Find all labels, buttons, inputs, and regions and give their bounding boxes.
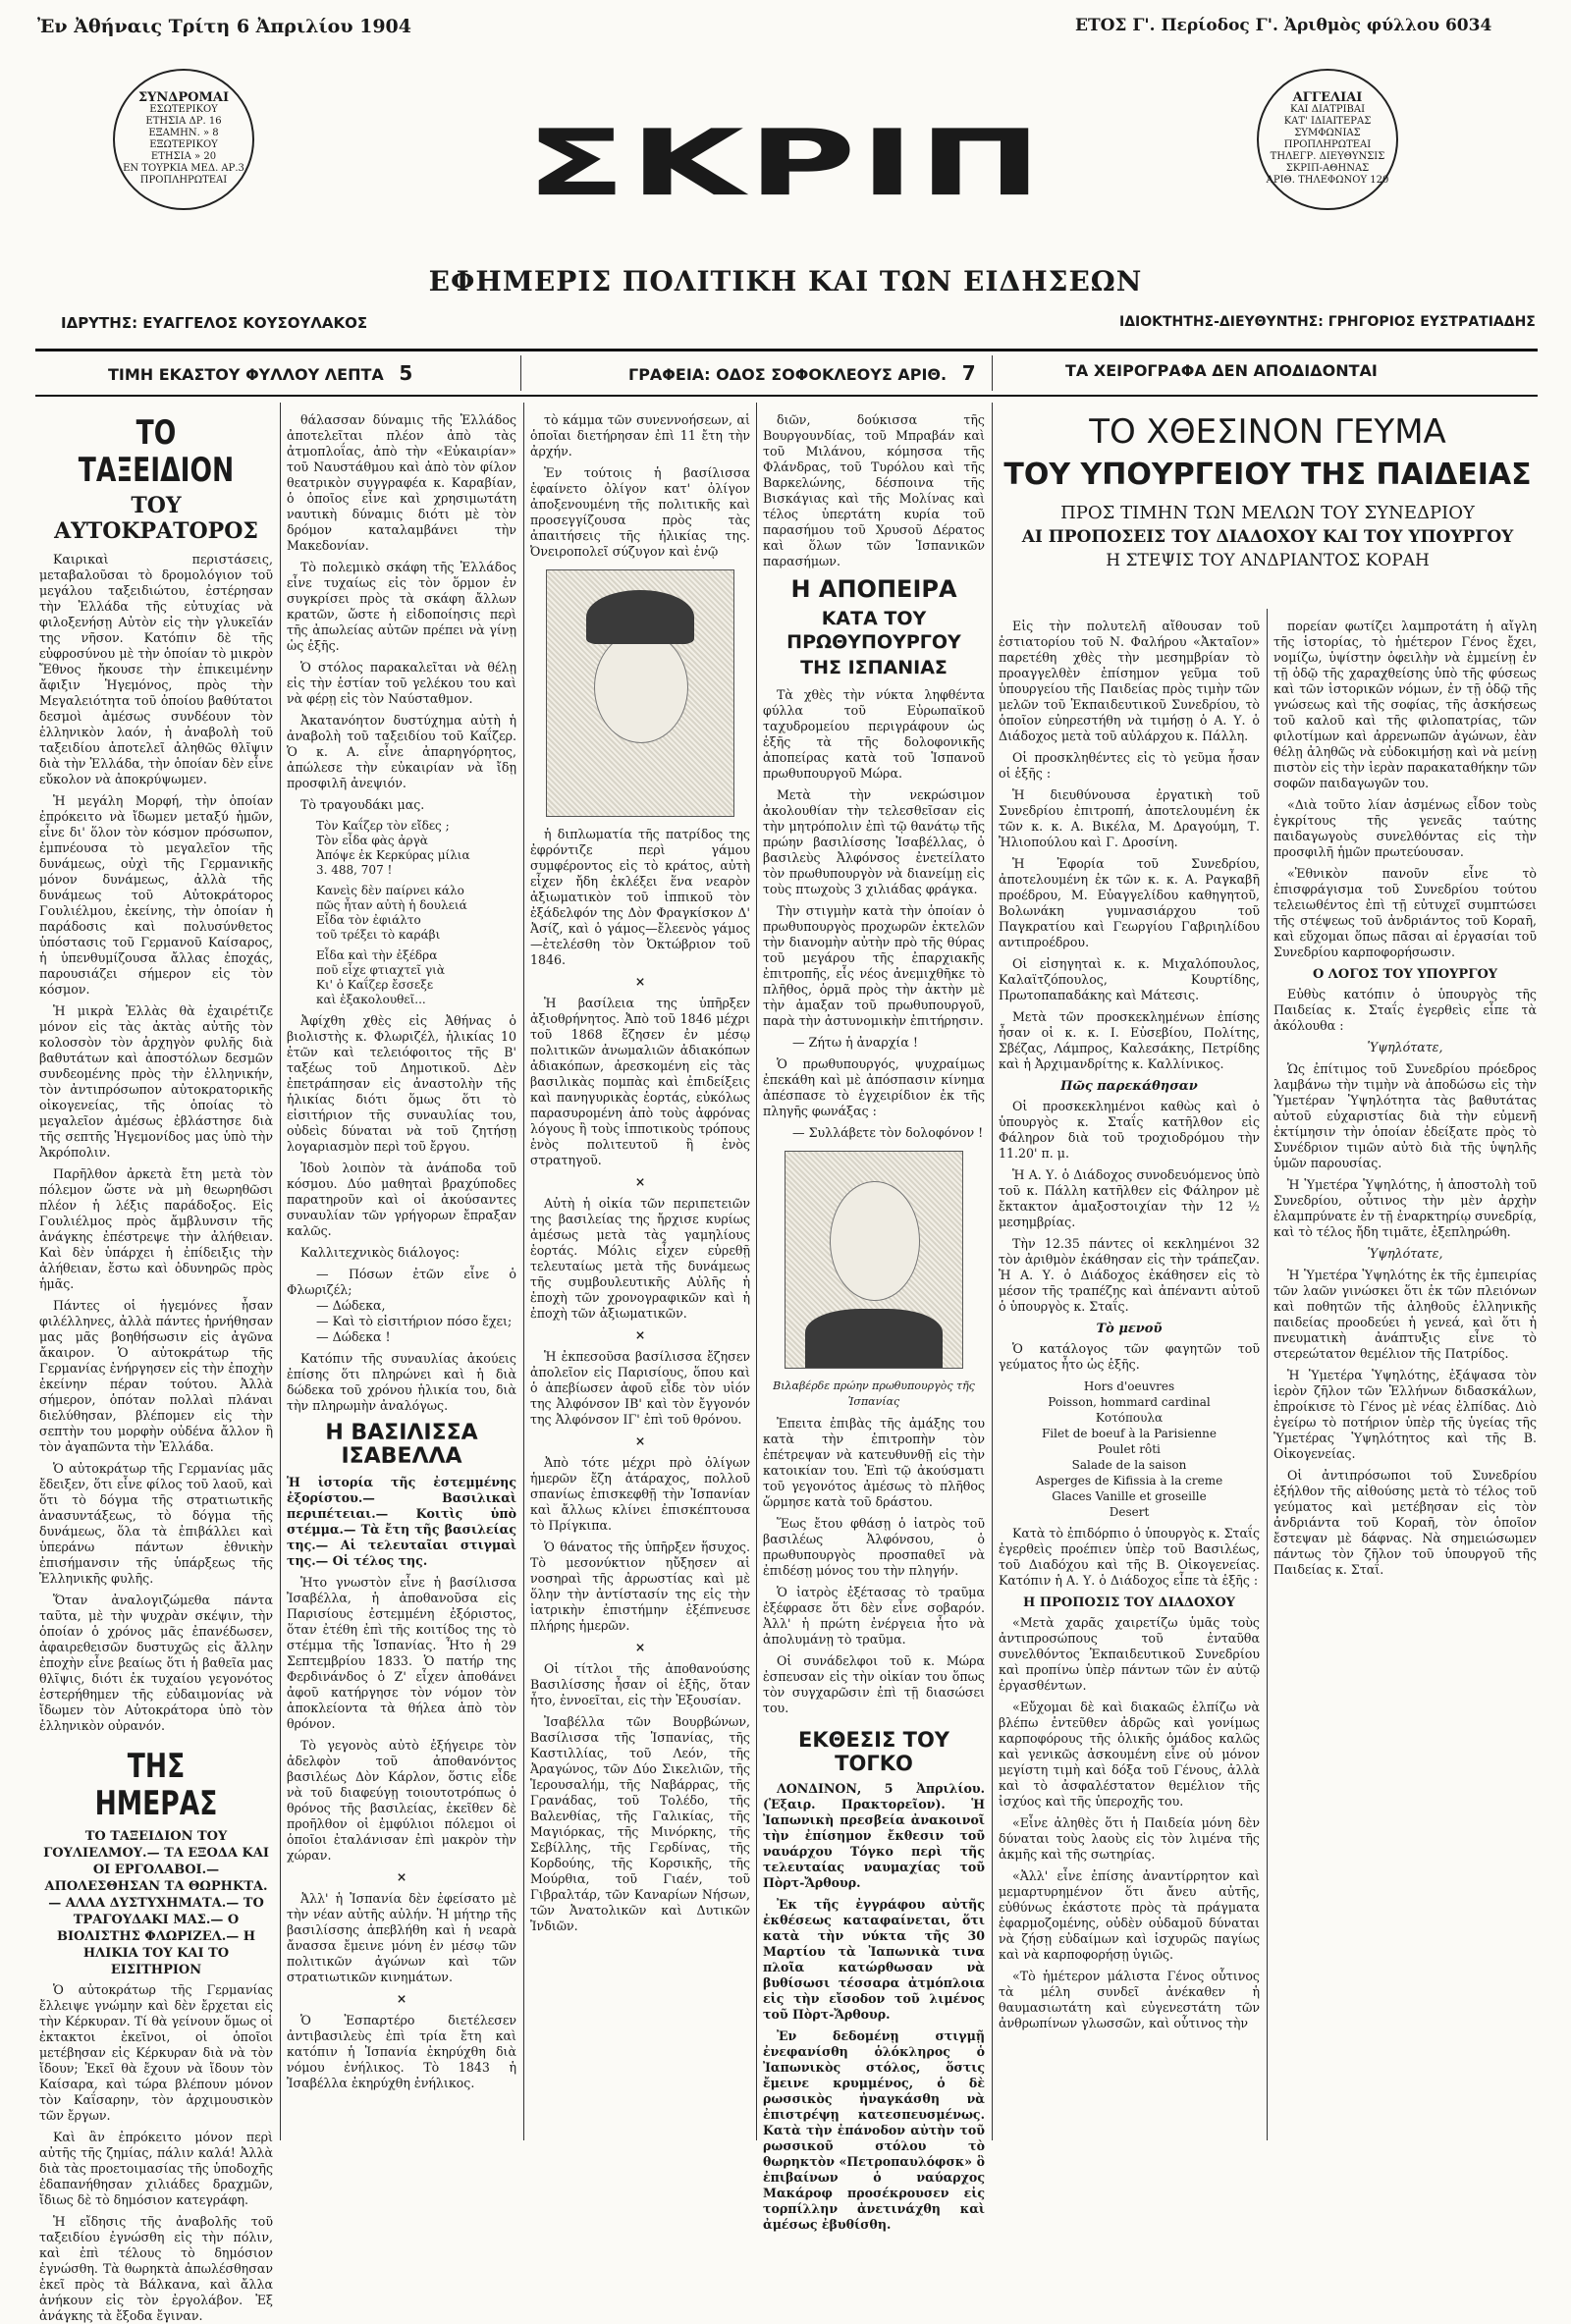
section-title: ΕΚΘΕΣΙΣ ΤΟΥ ΤΟΓΚΟ bbox=[797, 1728, 949, 1775]
price-value: 5 bbox=[399, 361, 413, 385]
face-illustration bbox=[594, 631, 688, 743]
paragraph: Οἱ εἰσηγηταὶ κ. κ. Μιχαλόπουλος, Καλαϊτζόπουλος, Κουρτίδης, Πρωτοπαπαδάκης καὶ Μάτεσις. bbox=[999, 956, 1260, 1002]
paragraph: Κατόπιν τῆς συναυλίας ἀκούεις ἐπίσης ὅτι πληρώνει καὶ ἡ διὰ δώδεκα τοῦ χρόνου ἡλικία του, διὰ τὴν πληρωμὴν ἀναλόγως. bbox=[287, 1351, 516, 1413]
paragraph: Ὁ κατάλογος τῶν φαγητῶν τοῦ γεύματος ἦτο ὡς ἑξῆς. bbox=[999, 1341, 1260, 1372]
paragraph: Τὸ πολεμικὸ σκάφη τῆς Ἑλλάδος εἶνε τυχαίως εἰς τὸν ὅρμον ἐν συγκρίσει πρὸς τὰ σκάφη ἄλλων κρατῶν, ὥστε ἡ εἰδοποίησις περὶ τῆς ἀπωλείας αὐτῶν πρέπει νὰ γίνῃ ὡς ἑξῆς. bbox=[287, 560, 516, 653]
paragraph: Ἐν δεδομένῃ στιγμῇ ἐνεφανίσθη ὁλόκληρος ὁ Ἰαπωνικὸς στόλος, ὅστις ἔμεινε κρυμμένος, ὁ δὲ ρωσσικὸς ἠναγκάσθη νὰ ἐπιστρέψῃ κατεσπευσμένως. Κατὰ τὴν ἐπάνοδον αὐτὴν τοῦ ρωσσικοῦ στόλου τὸ θωρηκτὸν «Πετροπαυλόφσκ» ὃ ἐπιβαίνων ὁ ναύαρχος Μακάροφ προσέκρουσεν εἰς τορπίλλην ἀνετινάχθη καὶ ἀμέσως ἐβυθίσθη. bbox=[763, 2028, 985, 2232]
paragraph: τὸ κάμμα τῶν συνεννοήσεων, αἱ ὁποῖαι διετήρησαν ἐπὶ 11 ἔτη τὴν ἀρχήν. bbox=[530, 412, 750, 459]
menu-item: Poulet rôti bbox=[1098, 1442, 1161, 1456]
paragraph: Οἱ ἀντιπρόσωποι τοῦ Συνεδρίου ἐξήλθον τῆς αἰθούσης μετὰ τὸ τέλος τοῦ γεύματος καὶ μετέβησαν εἰς τὸν ἀνδριάντα τοῦ Κοραῆ, τὸν ὁποῖον ἔστεψαν μὲ δάφνας. Νὰ σημειώσωμεν πάντως τὸν ζῆλον τοῦ ὑπουργοῦ τῆς Παιδείας κ. Σταΐ. bbox=[1273, 1468, 1537, 1577]
seal-line: ΣΚΡΙΠ-ΑΘΗΝΑΣ bbox=[1285, 163, 1370, 174]
separator-mark: × bbox=[634, 1640, 646, 1654]
paragraph: Ἡ Ἐφορία τοῦ Συνεδρίου, ἀποτελουμένη ἐκ τῶν κ. κ. Α. Ραγκαβῆ προέδρου, Μ. Εὐαγγελίδου καθηγητοῦ, Βολωνάκη γυμνασιάρχου τοῦ Παγκρατίου καὶ Γεωργίου Γαβριηλίδου αντιπροέδρου. bbox=[999, 856, 1260, 949]
paragraph: Ὅταν ἀναλογιζώμεθα πάντα ταῦτα, μὲ τὴν ψυχρὰν σκέψιν, τὴν ὁποίαν ὁ χρόνος μᾶς ἐπανέδωσεν, ἀφαιρεθεισῶν δυστυχῶς εἰς ἄλλην ἐποχὴν εἶνε βεαίως ὅτι ἡ βαθεῖα μας θλῖψις, διότι ἐκ τυχαίου γεγονότος ἐστερήθημεν τῆς εὐδαιμονίας νὰ ἴδωμεν τὸν Αὐτοκράτορα ὑπὸ τὸν ἑλληνικὸν οὐρανόν. bbox=[39, 1593, 273, 1733]
paragraph: Οἱ τίτλοι τῆς ἀποθανούσης Βασιλίσσης ἦσαν οἱ ἑξῆς, ὅταν ἦτο, ἐννοεῖται, εἰς τὴν Ἐξουσίαν. bbox=[530, 1661, 750, 1707]
separator-mark: × bbox=[634, 1433, 646, 1448]
paragraph: Τὰ χθὲς τὴν νύκτα ληφθέντα φύλλα τοῦ Εὐρωπαϊκοῦ ταχυδρομείου περιγράφουν ὡς ἑξῆς τὰ τῆς δολοφονικῆς ἀποπείρας κατὰ τοῦ Ἱσπανοῦ πρωθυπουργοῦ Μώρα. bbox=[763, 687, 985, 781]
paragraph: Καλλιτεχνικὸς διάλογος: bbox=[300, 1245, 460, 1260]
column-divider bbox=[992, 403, 993, 2140]
portrait-queen-isabella bbox=[546, 569, 734, 817]
menu-list bbox=[999, 1378, 1260, 1520]
menu-item: Κοτόπουλα bbox=[1095, 1411, 1164, 1425]
column-4 bbox=[763, 412, 985, 2232]
section-lead: Ἡ ἱστορία τῆς ἐστεμμένης ἐξορίστου.— Βασιλικαὶ περιπέτειαι.— Κοιτὶς ὑπὸ στέμμα.— Τὰ ἔτη τῆς βασιλείας της.— Αἱ τελευταῖαι στιγμαὶ της.— Οἱ τέλος της. bbox=[287, 1475, 516, 1568]
separator-mark: × bbox=[634, 1327, 646, 1342]
masthead-logo: ΣΚΡΙΠ bbox=[525, 110, 1046, 217]
article-subtitle: Η ΣΤΕΨΙΣ ΤΟΥ ΑΝΔΡΙΑΝΤΟΣ ΚΟΡΑΗ bbox=[1106, 551, 1430, 570]
paragraph: Ἡ εἴδησις τῆς ἀναβολῆς τοῦ ταξειδίου ἐγνώσθη εἰς τὴν πόλιν, καὶ ἐπὶ τέλους τὸ δημόσιον ἐγνώσθη. Τὰ θωρηκτὰ ἀπωλέσθησαν ἐκεῖ πρὸς τὰ Βάλκανα, καὶ ἄλλα ἀνήκουν εἰς τὸν ἐργολάβον. Ἐξ ἀνάγκης τὰ ἔξοδα ἔγιναν. bbox=[39, 2214, 273, 2323]
article-title: ΤΟ ΤΑΞΕΙΔΙΟΝ bbox=[78, 413, 235, 490]
office-line bbox=[628, 361, 976, 385]
article-subtitle: ΑΙ ΠΡΟΠΟΣΕΙΣ ΤΟΥ ΔΙΑΔΟΧΟΥ ΚΑΙ ΤΟΥ ΥΠΟΥΡΓΟΥ bbox=[1021, 527, 1514, 547]
info-divider bbox=[992, 355, 993, 391]
face-illustration bbox=[830, 1181, 920, 1301]
paragraph: Ὁ θάνατος τῆς ὑπῆρξεν ἥσυχος. Τὸ μεσονύκτιον ηὔξησεν αἱ νοσηραὶ τῆς ἀρρωστίας καὶ μὲ ὅλην τὴν ἀντίστασίν της εἰς τὴν ἰατρικὴν ἐπιστήμην ἐξέπνευσε πλήρης ἡμερῶν. bbox=[530, 1540, 750, 1633]
header-rule-bottom bbox=[35, 395, 1538, 397]
paragraph: «Τὸ ἡμέτερον μάλιστα Γένος οὗτινος τὰ μέλη συνδεῖ ἀνέκαθεν ἡ θαυμασιωτάτη καὶ εὐγενεστάτη τῶν ἀνθρωπίνων γλωσσῶν, καὶ οὗτινος τὴν bbox=[999, 1969, 1260, 2030]
poem-line: τοῦ τρέξει τὸ καράβι bbox=[316, 928, 441, 942]
column-5 bbox=[999, 619, 1260, 2140]
column-3 bbox=[530, 412, 750, 2140]
paragraph: Εὐθὺς κατόπιν ὁ ὑπουργὸς τῆς Παιδείας κ. Σταΐς ἐγερθεὶς εἶπε τὰ ἀκόλουθα : bbox=[1273, 987, 1537, 1033]
director-line: ΙΔΙΟΚΤΗΤΗΣ-ΔΙΕΥΘΥΝΤΗΣ: ΓΡΗΓΟΡΙΟΣ ΕΥΣΤΡΑΤΙΑΔΗΣ bbox=[1119, 314, 1536, 330]
section-title: Η ΑΠΟΠΕΙΡΑ bbox=[790, 575, 957, 603]
paragraph: Ἡ μικρὰ Ἑλλὰς θὰ ἐχαιρέτιζε μόνον εἰς τὰς ἀκτὰς αὐτῆς τὸν κολοσσὸν τὸν ἀρχηγὸν φυλῆς διὰ βαθυτάτων καὶ ἀποστόλων δεσμῶν συνδεομένης πρὸς τὴν ἑλληνικήν, τὸν ἀντιπρόσωπον αὐτοκρατορικῆς οἰκογενείας, τῆς ὁποίας τὸ μεγαλεῖον ἀμέσως ἐβλάστησε διὰ τῆς σεπτῆς Ἡγεμονίδος μας ὑπὸ τὴν Ἀκρόπολιν. bbox=[39, 1003, 273, 1160]
paragraph: Τὴν 12.35 πάντες οἱ κεκλημένοι 32 τὸν ἀριθμὸν ἐκάθησαν εἰς τὴν τράπεζαν. Ἡ Α. Υ. ὁ Διάδοχος ἐκάθησεν εἰς τὸ μέσον τῆς τραπέζης καὶ ἀπέναντι αὐτοῦ ὁ ὑπουργὸς κ. Σταΐς. bbox=[999, 1236, 1260, 1314]
suit-illustration bbox=[805, 1309, 943, 1368]
poem-line: 3. 488, 707 ! bbox=[316, 863, 393, 877]
paragraph: Οἱ προσκληθέντες εἰς τὸ γεῦμα ἦσαν οἱ ἑξῆς : bbox=[999, 750, 1260, 781]
subheading: Ο ΛΟΓΟΣ ΤΟΥ ΥΠΟΥΡΓΟΥ bbox=[1312, 967, 1498, 982]
dialogue-line: — Δώδεκα, bbox=[316, 1298, 386, 1313]
paragraph: «Ἐθνικὸν πανοῦν εἶνε τὸ ἐπισφράγισμα τοῦ Συνεδρίου τούτου τελειωθέντος ἐπὶ τῇ εὐτυχεῖ συμπτώσει τῆς στέψεως τοῦ ἀνδριάντος τοῦ Κοραῆ, καὶ εὔχομαι ὅπως πᾶσαι αἱ ἐργασίαι τοῦ Συνεδρίου καρποφορήσωσιν. bbox=[1273, 866, 1537, 959]
paragraph: Μετὰ τὴν νεκρώσιμον ἀκολουθίαν τὴν τελεσθεῖσαν εἰς τὴν μητρόπολιν ἐπὶ τῷ θανάτῳ τῆς πρώην βασιλίσσης Ἰσαβέλλας, ὁ βασιλεὺς Ἀλφόνσος ἐνετείλατο τὸν πρωθυπουργὸν νὰ διανείμῃ εἰς τοὺς πτωχοὺς 3 χιλιάδας φράγκα. bbox=[763, 787, 985, 896]
paragraph: ἡ διπλωματία τῆς πατρίδος της ἐφρόντιζε περὶ γάμου συμφέροντος εἰς τὸ κράτος, αὐτὴ εἶχεν ἤδη ἐκλέξει ἕνα νεαρὸν ἀξιωματικὸν τοῦ ἱππικοῦ τὸν ἐξάδελφόν της Δὸν Φραγκίσκον Δ' Ἀσίζ, καὶ ὁ γάμος—ἔλεενὸς γάμος —ἐτελέσθη τὸν Ὀκτώβριον τοῦ 1846. bbox=[530, 827, 750, 967]
paragraph: Ἕως ἔτου φθάσῃ ὁ ἰατρὸς τοῦ βασιλέως Ἀλφόνσου, ὁ πρωθυπουργὸς προσπαθεῖ νὰ ἐπιδέσῃ μόνος του τὴν πληγήν. bbox=[763, 1516, 985, 1578]
paragraph: Τὸ γεγονὸς αὐτὸ ἐξήγειρε τὸν ἀδελφὸν τοῦ ἀποθανόντος βασιλέως Δὸν Κάρλον, ὅστις εἶδε νὰ τοῦ διαφεύγῃ τοιουτοτρόπως ὁ θρόνος τῆς βασιλείας, ἐκεῖθεν δὲ προῆλθον οἱ ἐμφύλιοι πόλεμοι οἱ ὁποῖοι ἐταλάνισαν ἐπὶ μακρὸν τὴν χώραν. bbox=[287, 1738, 516, 1863]
paragraph: Ὁ αὐτοκράτωρ τῆς Γερμανίας μᾶς ἔδειξεν, ὅτι εἶνε φίλος τοῦ λαοῦ, καὶ ὅτι τὸ δόγμα τῆς στρατιωτικῆς ἀνασυντάξεως, τὸ δόγμα τῆς δυνάμεως, ὅλα τὰ ἐπιβάλλει καὶ ὑπεράνω πάντων ἐθνικὴν ἐπισήμανσιν τῆς ὑπάρξεως τῆς Ἑλληνικῆς φυλῆς. bbox=[39, 1461, 273, 1586]
column-1 bbox=[39, 412, 273, 2323]
seal-line: ΣΥΜΦΩΝΙΑΣ bbox=[1294, 128, 1361, 138]
poem-line: ποῦ εἶχε φτιαχτεῖ γιὰ bbox=[316, 963, 445, 977]
paragraph: Ἀκατανόητον δυστύχημα αὐτὴ ἡ ἀναβολὴ τοῦ ταξειδίου τοῦ Καΐζερ. Ὁ κ. Α. εἶνε ἀπαρηγόρητος, ἀπώλεσε τὴν εὐκαιρίαν νὰ ἴδῃ προσφιλῆ ἀνεψιόν. bbox=[287, 713, 516, 790]
article-title: ΤΟΥ ΥΠΟΥΡΓΕΙΟΥ ΤΗΣ ΠΑΙΔΕΙΑΣ bbox=[1003, 458, 1532, 492]
paragraph: Ἐν τούτοις ἡ βασίλισσα ἐφαίνετο ὀλίγον κατ' ὀλίγον ἀποξενουμένη τῆς πολιτικῆς καὶ προσεγγίζουσα πρὸς τὰς ἀπαιτήσεις τῆς ἡλικίας της. Ὀνειροπολεῖ σύζυγον καὶ ἐνῷ bbox=[530, 465, 750, 559]
seal-title: ΑΓΓΕΛΙΑΙ bbox=[1292, 90, 1363, 105]
seal-line: ΚΑΙ ΔΙΑΤΡΙΒΑΙ bbox=[1289, 104, 1366, 115]
separator-mark: × bbox=[396, 1869, 407, 1884]
section-title: ΤΗΣ ΗΜΕΡΑΣ bbox=[94, 1747, 218, 1823]
crown-illustration bbox=[586, 590, 694, 644]
menu-item: Salade de la saison bbox=[1071, 1458, 1187, 1472]
menu-item: Filet de boeuf à la Parisienne bbox=[1041, 1427, 1218, 1440]
dialogue-line: — Δώδεκα ! bbox=[316, 1329, 391, 1344]
separator-mark: × bbox=[396, 1991, 407, 2006]
price-line bbox=[108, 361, 412, 385]
article-title: ΤΟ ΧΘΕΣΙΝΟΝ ΓΕΥΜΑ bbox=[1089, 412, 1446, 452]
paragraph: Ὁ στόλος παρακαλεῖται νὰ θέλῃ εἰς τὴν ἑστίαν τοῦ γελέκου του καὶ νὰ φέρῃ εἰς τὸν Ναύσταθμον. bbox=[287, 660, 516, 706]
poem-line: καὶ ἐξακολουθεῖ... bbox=[316, 993, 426, 1006]
paragraph: «Εὔχομαι δὲ καὶ διακαῶς ἐλπίζω νὰ βλέπω ἐντεῦθεν ἀδρῶς καὶ γονίμως καρποφόρους τῆς ὁλικῆς ὁμάδος καλῶς καὶ γενικῶς ἀσκουμένη εἶνε οὐ μόνον μεγίστη τιμὴ καὶ δόξα τοῦ Γένους, ἀλλὰ καὶ τὸ ἀσφαλέστατον θεμέλιον τῆς ἰσχύος καὶ τῆς ὑπεροχῆς του. bbox=[999, 1700, 1260, 1809]
paragraph: Ὡς ἐπίτιμος τοῦ Συνεδρίου πρόεδρος λαμβάνω τὴν τιμὴν νὰ ἀποδώσω εἰς τὴν Ὑμετέραν Ὑψηλότητα τὰς βαθυτάτας αὐτοῦ εὐχαριστίας διὰ τὴν εὐμενῆ ἐκτίμησιν τὴν ὁποίαν ἐδείξατε πρὸς τὸ Συνέδριον τιμῶν αὐτὸ διὰ τῆς ὑψηλῆς ὑμῶν παρουσίας. bbox=[1273, 1061, 1537, 1170]
quote-line: — Ζήτω ἡ ἀναρχία ! bbox=[792, 1035, 918, 1050]
column-divider bbox=[756, 403, 757, 2140]
seal-line: ΕΞΩΤΕΡΙΚΟΥ bbox=[149, 139, 218, 150]
paragraph: Κατὰ τὸ ἐπιδόρπιο ὁ ὑπουργὸς κ. Σταΐς ἐγερθεὶς προέπιεν ὑπὲρ τοῦ Βασιλέως, τοῦ Διαδόχου καὶ τῆς Β. Οἰκογενείας. Κατόπιν ἡ Α. Υ. ὁ Διάδοχος εἶπε τὰ ἑξῆς : bbox=[999, 1526, 1260, 1588]
paragraph: Ὁ αὐτοκράτωρ τῆς Γερμανίας ἔλλειψε γνώμην καὶ δὲν ἔρχεται εἰς τὴν Κέρκυραν. Τί θὰ γείνουν ὅμως οἱ ἐκτακτοι ἐκεῖνοι, οἱ ὁποῖοι μετέβησαν εἰς Κέρκυραν διὰ νὰ τὸν ἴδουν; Ἐκεῖ θὰ ἔχουν νὰ ἴδουν τὸν Καίσαρα, καὶ τώρα βλέπουν μόνον τὸν Καΐσαρην, τὸν ἀρχιμουσικὸν τῶν ἔργων. bbox=[39, 1982, 273, 2123]
header-rule-top bbox=[35, 349, 1538, 351]
paragraph: Ἰδοὺ λοιπὸν τὰ ἀνάποδα τοῦ κόσμου. Δύο μαθηταὶ βραχύποδες παρατηροῦν καὶ οἱ ἀκούσαντες συναυλίαν τῶν γρήγορων ἔπραξαν καλῶς. bbox=[287, 1161, 516, 1238]
seal-line: ΕΤΗΣΙΑ » 20 bbox=[150, 151, 217, 162]
seal-line: ΚΑΤ' ΙΔΙΑΙΤΕΡΑΣ bbox=[1283, 116, 1372, 127]
dialogue-line: — Καὶ τὸ εἰσιτήριον πόσο ἔχει; bbox=[316, 1314, 513, 1328]
paragraph: Ἡτο γνωστὸν εἶνε ἡ βασίλισσα Ἰσαβέλλα, ἡ ἀποθανοῦσα εἰς Παρισίους ἐστεμμένη ἐξόριστος, ὅταν ἐτέθη ἐπὶ τῆς κοιτίδος της τὸ στέμμα τῆς Ἱσπανίας. Ἦτο ἡ 29 Σεπτεμβρίου 1833. Ὁ πατήρ της Φερδινάνδος ὁ Ζ' εἶχεν ἀποθάνει ἀφοῦ κατήργησε τὸν νόμον τὸν ἀποκλείοντα τὰ θήλεα ἀπὸ τὸν θρόνον. bbox=[287, 1575, 516, 1731]
poem-line: Εἶδα καὶ τὴν ἐξέδρα bbox=[316, 948, 438, 962]
paragraph: «Ἀλλ' εἶνε ἐπίσης ἀναντίρρητον καὶ μεμαρτυρημένον ὅτι ἄνευ αὐτῆς, εὐθύνως ἐκάστοτε πρὸς τὰ πράγματα ἐφαρμοζομένης, οὐδὲν οὐδαμοῦ δύναται νὰ ζήσῃ εὐδαίμων καὶ ἰσχυρῶς παγίως καὶ νὰ καρποφορήσῃ ὑγιῶς. bbox=[999, 1868, 1260, 1962]
paragraph: θάλασσαν δύναμις τῆς Ἑλλάδος ἀποτελεῖται πλέον ἀπὸ τὰς ἀτμοπλοΐας, ἀπὸ τὴν «Εὐκαιρίαν» τοῦ Ναυστάθμου καὶ ἀπὸ τὸν φίλον θεατρικὸν συγγραφέα κ. Καραβίαν, ὁ ὁποῖος εἶνε καὶ χρησιμωτάτη ναυτικὴ δύναμις διότι μὲ τὸν δρόμον καταλαμβάνει τὴν Μακεδονίαν. bbox=[287, 412, 516, 553]
separator-mark: × bbox=[634, 974, 646, 989]
seal-line: ΑΡΙΘ. ΤΗΛΕΦΩΝΟΥ 120 bbox=[1266, 175, 1389, 186]
paragraph: «Εἶνε ἀληθὲς ὅτι ἡ Παιδεία μόνη δὲν δύναται τοὺς λαοὺς εἰς τὸν λιμένα τῆς ἀκμῆς καὶ τῆς σωτηρίας. bbox=[999, 1815, 1260, 1862]
column-divider bbox=[523, 403, 524, 2140]
section-subtitle: ΤΗΣ ΙΣΠΑΝΙΑΣ bbox=[800, 657, 948, 678]
issue-line: ΕΤΟΣ Γ'. Περίοδος Γ'. Ἀριθμὸς φύλλου 6034 bbox=[1075, 16, 1492, 35]
section-subtitle: ΚΑΤΑ ΤΟΥ ΠΡΩΘΥΠΟΥΡΓΟΥ bbox=[786, 608, 961, 653]
paragraph: Ἡ Α. Υ. ὁ Διάδοχος συνοδευόμενος ὑπὸ τοῦ κ. Πάλλη κατῆλθεν εἰς Φάληρον μὲ ἔκτακτον ἁμαξοστοιχίαν τὴν 12 ½ μεσημβρίας. bbox=[999, 1167, 1260, 1229]
column-2 bbox=[287, 412, 516, 2140]
paragraph: Ὁ ἰατρὸς ἐξέτασας τὸ τραῦμα ἐξέφρασε ὅτι δὲν εἶνε σοβαρόν. Ἀλλ' ἡ πρώτη ἐνέργεια ἦτο νὰ ἀπολυμάνῃ τὸ τραῦμα. bbox=[763, 1585, 985, 1647]
paragraph: «Μετὰ χαρᾶς χαιρετίζω ὑμᾶς τοὺς ἀντιπροσώπους τοῦ ἐνταῦθα συνελθόντος Ἐκπαιδευτικοῦ Συνεδρίου καὶ προπίνω ὑπὲρ πάντων τῶν ἐν αὐτῷ ἐργασθέντων. bbox=[999, 1615, 1260, 1693]
paragraph: Τὴν στιγμὴν κατὰ τὴν ὁποίαν ὁ πρωθυπουργὸς προχωρῶν ἐκτελῶν τὴν διανομὴν αὐτὴν πρὸ τῆς θύρας τοῦ μεγάρου τῆς ἐπαρχιακῆς ἐπιτροπῆς, εἷς νέος ἀνεμιχθῆκε τὸ πλῆθος, ὁρμᾶ πρὸς τὴν ἀκτὴν μὲ τὴν ἀμαξαν τοῦ πρωθυπουργοῦ, παρὰ τὴν ἀστυνομικὴν ἐπιτήρησιν. bbox=[763, 903, 985, 1028]
seal-line: ΤΗΛΕΓΡ. ΔΙΕΥΘΥΝΣΙΣ bbox=[1270, 151, 1385, 162]
menu-item: Desert bbox=[1109, 1505, 1150, 1519]
salutation: Ὑψηλότατε, bbox=[1367, 1040, 1443, 1054]
paragraph: Καιρικαὶ περιστάσεις, μεταβαλοῦσαι τὸ δρομολόγιον τοῦ μεγάλου ταξειδιώτου, ἐστέρησαν τὴν Ἑλλάδα τῆς εὐτυχίας νὰ φιλοξενήσῃ Αὐτὸν εἰς τὴν γλυκεῖάν της νῆσον. Κατόπιν δὲ τῆς εὐφροσύνου μὲ τὴν ὁποίαν τὸ μικρὸν Ἔθνος ἤκουσε τὴν ἐπικειμένην ἄφιξιν Ἡγεμόνος, πρὸς τὴν Μεγαλειότητα τοῦ ὁποίου βαθύτατοι δεσμοὶ ἀμέσως συνδέουν τὸν ἑλληνικὸν λαόν, ἡ ἀναβολὴ τοῦ ταξειδίου ἀποτελεῖ ἀληθῶς θλῖψιν διὰ τὴν Ἑλλάδα, τὴν ὁποίαν δὲν εἶνε εὔκολον νὰ ἀποκρύψωμεν. bbox=[39, 552, 273, 786]
advertisements-seal bbox=[1257, 69, 1398, 210]
subheading: Η ΠΡΟΠΟΣΙΣ ΤΟΥ ΔΙΑΔΟΧΟΥ bbox=[1023, 1595, 1235, 1610]
poem bbox=[287, 819, 516, 1007]
poem-line: Τὸν Καΐζερ τὸν εἴδες ; bbox=[316, 819, 450, 833]
paragraph: πορείαν φωτίζει λαμπροτάτη ἡ αἴγλη τῆς ἱστορίας, τὸ ἡμέτερον Γένος ἔχει, νομίζω, ὑψίστην ὀφειλὴν νὰ ἐμμείνῃ ἐν τῇ ὁδῷ τῆς χαραχθείσης ὑπὸ τῆς φύσεως καὶ τῶν ἱστορικῶν νόμων, ἐν τῇ ὁδῷ τῆς γνώσεως καὶ τῆς σοφίας, τῆς ἀσκήσεως τοῦ καλοῦ καὶ τῆς φιλοπατρίας, τῶν φιλοτίμων καὶ ἀρρενωπῶν ἀγώνων, ἐὰν θέλῃ ἀληθῶς νὰ εὐδοκιμήσῃ καὶ νὰ μείνῃ πιστὸν εἰς τὴν ἱερὰν παρακαταθήκην τῶν σοφῶν παιδαγωγῶν του. bbox=[1273, 619, 1537, 790]
paragraph: Ἡ διευθύνουσα ἐργατικὴ τοῦ Συνεδρίου ἐπιτροπή, ἀποτελουμένη ἐκ τῶν κ. κ. Α. Βικέλα, Μ. Δραγούμη, Τ. Ἠλιοπούλου καὶ Γ. Δροσίνη. bbox=[999, 787, 1260, 849]
paragraph: Πάντες οἱ ἡγεμόνες ἦσαν φιλέλληνες, ἀλλὰ πάντες ἠρνήθησαν μας μᾶς βοηθήσωσιν εἰς ἀγῶνα ἄκαιρον. Ὁ αὐτοκράτωρ τῆς Γερμανίας ἐνήργησεν εἰς τὴν ἐποχὴν ἐκείνην πέραν τούτου. Ἀλλὰ σήμερον, ὁπόταν πολλαὶ πλάναι διελύθησαν, βλέπομεν εἰς τὴν σεπτὴν του μορφὴν οὐδένα ἄλλον ἢ τὸν ἀγαπῶντα τὴν Ἑλλάδα. bbox=[39, 1298, 273, 1454]
salutation: Ὑψηλότατε, bbox=[1367, 1246, 1443, 1261]
seal-line: ΕΞΑΜΗΝ. » 8 bbox=[148, 128, 219, 138]
paragraph: Ἡ Ὑμετέρα Ὑψηλότης, ἐξάψασα τὸν ἱερὸν ζῆλον τῶν Ἑλλήνων διδασκάλων, ἐπροίκισε τὸ Γένος μὲ νέας ἐλπίδας. Διὸ ἐγείρω τὸ ποτήριον ὑπὲρ τῆς ὑγείας τῆς Ὑμετέρας Ὑψηλότητος καὶ τῆς Β. Οἰκογενείας. bbox=[1273, 1368, 1537, 1461]
paragraph: Εἰς τὴν πολυτελῆ αἴθουσαν τοῦ ἑστιατορίου τοῦ Ν. Φαλήρου «Ἀκταῖον» παρετέθη χθὲς τὴν μεσημβρίαν τὸ προαγγελθὲν ἐπίσημον γεῦμα τοῦ ὑπουργείου τῆς Παιδείας πρὸς τιμὴν τῶν μελῶν τοῦ Ἐκπαιδευτικοῦ Συνεδρίου, τὸ ὁποῖον εὐηρεστήθη νὰ τιμήσῃ ὁ Α. Υ. ὁ Διάδοχος μετὰ τοῦ αὐλάρχου κ. Πάλλη. bbox=[999, 619, 1260, 743]
paragraph: «Διὰ τοῦτο λίαν ἀσμένως εἶδον τοὺς ἐγκρίτους τῆς γενεᾶς ταύτης παιδαγωγοὺς συνελθόντας εἰς τὴν προσφιλῆ ἡμῶν πρωτεύουσαν. bbox=[1273, 797, 1537, 859]
paragraph: Ἡ Ὑμετέρα Ὑψηλότης ἐκ τῆς ἐμπειρίας τῶν λαῶν γινώσκει ὅτι ἐκ τῶν πλειόνων καὶ ποθητῶν τῆς ἀληθοῦς ἑλληνικῆς παιδείας προοδεύει ἡ γενεά, καὶ ὅτι ἡ πνευματικὴ ἀνάπτυξις εἶνε τὸ στερεώτατον θεμέλιον τῆς Πατρίδος. bbox=[1273, 1268, 1537, 1361]
paragraph: Ἡ ἐκπεσοῦσα βασίλισσα ἔζησεν ἀπολεῖον εἰς Παρισίους, ὅπου καὶ ὁ ἀπεβίωσεν ἀφοῦ εἶδε τὸν υἱόν της Ἀλφόνσον ΙΒ' καὶ τὸν ἔγγονόν της Ἀλφόνσον ΙΓ' ἐπὶ τοῦ θρόνου. bbox=[530, 1349, 750, 1427]
seal-line: ΠΡΟΠΛΗΡΩΤΕΑΙ bbox=[139, 175, 228, 186]
seal-line: ΕΝ ΤΟΥΡΚΙΑ ΜΕΔ. ΑΡ.3 bbox=[123, 163, 244, 174]
column-6 bbox=[1273, 619, 1537, 2140]
paragraph: Ἡ βασίλεια της ὑπῆρξεν ἀξιοθρήνητος. Ἀπὸ τοῦ 1846 μέχρι τοῦ 1868 ἔζησεν ἐν μέσῳ πολιτικῶν ἀνωμαλιῶν ἀδιακόπων ἀδιακόπων, ἀρεσκομένη εἰς τὰς βασιλικὰς πομπὰς καὶ ἐπιδείξεις καὶ πανηγυρικὰς ἑορτάς, εὐκόλως παρασυρομένη ἀπὸ τοὺς ἀφρόνας λόγους ἢ τοὺς ἱπποτικοὺς τρόπους ἑνὸς πολιτευτοῦ ἢ ἑνὸς στρατηγοῦ. bbox=[530, 996, 750, 1167]
seal-line: ΠΡΟΠΛΗΡΩΤΕΑΙ bbox=[1283, 139, 1372, 150]
paragraph: Τὸ τραγουδάκι μας. bbox=[300, 797, 425, 812]
paragraph: Ἐκ τῆς ἐγγράφου αὐτῆς ἐκθέσεως καταφαίνεται, ὅτι κατὰ τὴν νύκτα τῆς 30 Μαρτίου τὰ Ἰαπωνικὰ τινα πλοῖα κατώρθωσαν νὰ βυθίσωσι τέσσαρα ἀτμόπλοια εἰς τὴν εἴσοδον τοῦ λιμένος τοῦ Πὸρτ-Ἄρθουρ. bbox=[763, 1897, 985, 2022]
poem-line: Κι' ὁ Καΐζερ ἔσσεξε bbox=[316, 978, 434, 992]
dinner-article-header bbox=[999, 412, 1537, 570]
paragraph: Ἡ Ὑμετέρα Ὑψηλότης, ἡ ἀποστολὴ τοῦ Συνεδρίου, οὗτινος τὴν μὲν ἀρχὴν ἐλαμπρύνατε ἐν τῇ ἐναρκτηρίῳ συνεδρίᾳ, καὶ τὸ τέλος ἤδη τιμᾶτε, ἐξεπληρώθη. bbox=[1273, 1177, 1537, 1239]
seal-title: ΣΥΝΔΡΟΜΑΙ bbox=[137, 90, 230, 105]
section-title: Η ΒΑΣΙΛΙΣΣΑ ΙΣΑΒΕΛΛΑ bbox=[325, 1421, 478, 1469]
poem-line: Ἀπόψε ἐκ Κερκύρας μίλια bbox=[316, 848, 470, 862]
seal-line: ΕΤΗΣΙΑ ΔΡ. 16 bbox=[145, 116, 222, 127]
article-subtitle: ΠΡΟΣ ΤΙΜΗΝ ΤΩΝ ΜΕΛΩΝ ΤΟΥ ΣΥΝΕΔΡΙΟΥ bbox=[1060, 503, 1475, 523]
paragraph: Οἱ προσκεκλημένοι καθὼς καὶ ὁ ὑπουργὸς κ. Σταΐς κατῆλθον εἰς Φάληρον διὰ τοῦ τροχιοδρόμου τὴν 11.20' π. μ. bbox=[999, 1099, 1260, 1161]
subscriptions-seal bbox=[113, 69, 254, 210]
poem-line: Τὸν εἶδα φὰς ἀργὰ bbox=[316, 834, 428, 847]
founder-line: ΙΔΡΥΤΗΣ: ΕΥΑΓΓΕΛΟΣ ΚΟΥΣΟΥΛΑΚΟΣ bbox=[61, 314, 368, 332]
poem-line: Κανεὶς δὲν παίρνει κάλο bbox=[316, 884, 464, 897]
dialogue-line: — Πόσων ἐτῶν εἶνε ὁ Φλωριζέλ; bbox=[287, 1267, 516, 1297]
paragraph: Ἰσαβέλλα τῶν Βουρβώνων, Βασίλισσα τῆς Ἱσπανίας, τῆς Καστιλλίας, τοῦ Λεόν, τῆς Ἀραγώνος, τῶν Δύο Σικελιῶν, τῆς Ἱερουσαλήμ, τῆς Ναβάρρας, τῆς Γρανάδας, τοῦ Τολέδο, τῆς Βαλενθίας, τῆς Γαλικίας, τῆς Μαγιόρκας, τῆς Μινόρκης, τῆς Σεβίλλης, τῆς Γερδίνας, τῆς Κορδούης, τῆς Κορσικῆς, τῆς Μούρθια, τοῦ Γιαέν, τοῦ Γιβραλτάρ, τῶν Καναρίων Νήσων, τῶν Ἀνατολικῶν καὶ Δυτικῶν Ἰνδιῶν. bbox=[530, 1714, 750, 1933]
price-label: ΤΙΜΗ ΕΚΑΣΤΟΥ ΦΥΛΛΟΥ ΛΕΠΤΑ bbox=[108, 365, 384, 384]
office-number: 7 bbox=[961, 361, 976, 385]
quote-line: — Συλλάβετε τὸν δολοφόνον ! bbox=[792, 1125, 984, 1140]
section-summary: ΤΟ ΤΑΞΕΙΔΙΟΝ ΤΟΥ ΓΟΥΛΙΕΛΜΟΥ.— ΤΑ ΕΞΟΔΑ ΚΑΙ ΟΙ ΕΡΓΟΛΑΒΟΙ.—ΑΠΟΛΕΣΘΗΣΑΝ ΤΑ ΘΩΡΗΚΤΑ.— ΑΛΛΑ ΔΥΣΤΥΧΗΜΑΤΑ.— ΤΟ ΤΡΑΓΟΥΔΑΚΙ ΜΑΣ.— Ο ΒΙΟΛΙΣΤΗΣ ΦΛΩΡΙΖΕΛ.— Η ΗΛΙΚΙΑ ΤΟΥ ΚΑΙ ΤΟ ΕΙΣΙΤΗΡΙΟΝ bbox=[43, 1829, 269, 1977]
menu-item: Glaces Vanille et groseille bbox=[1052, 1489, 1207, 1503]
menu-item: Asperges de Kifissia à la creme bbox=[1035, 1474, 1223, 1487]
article-subtitle: ΤΟΥ ΑΥΤΟΚΡΑΤΟΡΟΣ bbox=[54, 493, 258, 544]
paragraph: Ἀπὸ τότε μέχρι πρὸ ὀλίγων ἡμερῶν ἔζη ἀτάραχος, πολλοῦ σπανίως ἐπισκεφθῇ τὴν Ἱσπανίαν καὶ ἄλλως κλίνει ἐπισκέπτουσα τὸ Πρίγκιπα. bbox=[530, 1455, 750, 1533]
section-lead: ΛΟΝΔΙΝΟΝ, 5 Ἀπριλίου. (Ἐξαιρ. Πρακτορεῖον). Ἡ Ἰαπωνικὴ πρεσβεία ἀνακοινοῖ τὴν ἐπίσημον ἔκθεσιν τοῦ ναυάρχου Τόγκο περὶ τῆς τελευταίας ναυμαχίας τοῦ Πὸρτ-Ἄρθουρ. bbox=[763, 1781, 985, 1890]
paragraph: Αὐτὴ ἡ οἰκία τῶν περιπετειῶν της βασιλείας της ἤρχισε κυρίως ἀμέσως μετὰ τὰς γαμηλίους ἑορτάς. Μόλις εἶχεν εὑρεθῇ τελευταίως μετὰ τῆς δυνάμεως τῆς συμβουλευτικῆς Αὐλῆς ἡ ἐποχὴ τῶν χρονογραφικῶν καὶ ἡ ἐποχὴ τῶν ἀξιωματικῶν. bbox=[530, 1196, 750, 1321]
paragraph: διῶν, δούκισσα τῆς Βουργουνδίας, τοῦ Μπραβάν καὶ τοῦ Μιλάνου, κόμησσα τῆς Φλάνδρας, τοῦ Τυρόλου καὶ τῆς Βαρκελώνης, δέσποινα τῆς Βισκάγιας καὶ τῆς Μολίνας καὶ τέλος ὑπερτάτη κυρία τοῦ παρασήμου τοῦ Χρυσοῦ Δέρατος καὶ ὅλων τῶν Ἱσπανικῶν παρασήμων. bbox=[763, 412, 985, 568]
column-divider bbox=[280, 403, 281, 2140]
info-divider bbox=[520, 355, 521, 391]
paragraph: Καὶ ἂν ἐπρόκειτο μόνον περὶ αὐτῆς τῆς ζημίας, πάλιν καλά! Ἀλλὰ διὰ τὰς προετοιμασίας τῆς ὑποδοχῆς ἐδαπανήθησαν χιλιάδες δραχμῶν, ἴδιως δὲ τὸ δημόσιον κατεγράφη. bbox=[39, 2130, 273, 2207]
seal-line: ΕΣΩΤΕΡΙΚΟΥ bbox=[149, 104, 218, 115]
paragraph: Οἱ συνάδελφοι τοῦ κ. Μώρα ἐσπευσαν εἰς τὴν οἰκίαν του ὅπως τὸν συγχαρῶσιν ἐπὶ τῇ διασώσει του. bbox=[763, 1653, 985, 1715]
paragraph: Ἀλλ' ἡ Ἱσπανία δὲν ἐφείσατο μὲ τὴν νέαν αὐτῆς αὐλήν. Ἡ μήτηρ τῆς βασιλίσσης ἀπεβλήθη καὶ ἡ νεαρὰ ἄνασσα ἔμεινε μόνη ἐν μέσῳ τῶν πολιτικῶν ἀγώνων καὶ τῶν στρατιωτικῶν κινημάτων. bbox=[287, 1891, 516, 1984]
paragraph: Ἐπειτα ἐπιβὰς τῆς ἀμάξης του κατὰ τὴν ἐπιτροπὴν τὸν ἐπέτρεψαν νὰ κατευθυνθῇ εἰς τὴν κατοικίαν του. Ἐπὶ τῷ ἀκούσματι τοῦ γεγονότος ἀμέσως τὸ πλῆθος ὥρμησε κατὰ τοῦ δράστου. bbox=[763, 1416, 985, 1509]
poem-line: πῶς ἦταν αὐτὴ ἡ δουλειά bbox=[316, 898, 467, 912]
separator-mark: × bbox=[634, 1174, 646, 1189]
paragraph: Παρῆλθον ἀρκετὰ ἔτη μετὰ τὸν πόλεμον ὥστε νὰ μὴ θεωρηθῶσι πλέον ἡ λέξις παράδοξος. Εἰς Γουλιέλμος πρὸς ἄμβλυνσιν τῆς ἀνάγκης ἐπέστρεψε τὴν ἀλήθειαν. Καὶ δὲν ὑπάρχει ἡ ἐπίδειξις τὴν ἀλήθειαν, ἔστω καὶ ὀδυνηρῶς πρὸς ἡμᾶς. bbox=[39, 1166, 273, 1291]
masthead-subtitle: ΕΦΗΜΕΡΙΣ ΠΟΛΙΤΙΚΗ ΚΑΙ ΤΩΝ ΕΙΔΗΣΕΩΝ bbox=[428, 265, 1143, 297]
paragraph: Ἀφίχθη χθὲς εἰς Ἀθήνας ὁ βιολιστὴς κ. Φλωριζέλ, ἡλικίας 10 ἐτῶν καὶ τελειόφοιτος τῆς Β' ταξέως τοῦ Δημοτικοῦ. Δὲν ἐπετράπησαν εἰς ἀναστολὴν τῆς ἡλικίας διότι ὅμως ὅτι τὸ εἰσιτήριον τῆς συναυλίας του, οὐδεὶς δύναται νὰ τοῦ ζητήσῃ λογαριασμὸν περὶ τοῦ ἔργου. bbox=[287, 1013, 516, 1154]
manuscripts-line: ΤΑ ΧΕΙΡΟΓΡΑΦΑ ΔΕΝ ΑΠΟΔΙΔΟΝΤΑΙ bbox=[1065, 361, 1378, 380]
poem-line: Εἶδα τὸν ἐφιάλτο bbox=[316, 913, 421, 927]
column-divider bbox=[1267, 609, 1268, 2140]
paragraph: Ὁ Ἐσπαρτέρο διετέλεσεν ἀντιβασιλεὺς ἐπὶ τρία ἔτη καὶ κατόπιν ἡ Ἱσπανία ἐκηρύχθη διὰ νόμου ἐνήλικος. Τὸ 1843 ἡ Ἰσαβέλλα ἐκηρύχθη ἐνήλικος. bbox=[287, 2013, 516, 2090]
menu-item: Hors d'oeuvres bbox=[1083, 1379, 1175, 1393]
date-line: Ἐν Ἀθήναις Τρίτη 6 Ἀπριλίου 1904 bbox=[37, 16, 412, 37]
paragraph: Ἡ μεγάλη Μορφή, τὴν ὁποίαν ἐπρόκειτο νὰ ἴδωμεν μεταξύ ἡμῶν, εἶνε δι' ὅλον τὸν κόσμον πρόσωπον, ἐμπνέουσα τὸ μεγαλεῖον τῆς δυνάμεως, οὐχὶ τῆς Γερμανικῆς μόνον δυνάμεως, ἀλλὰ τῆς δυνάμεως τοῦ Αὐτοκράτορος Γουλιέλμου, ἐκείνης, τὴν ὁποίαν ἡ παράδοσις καὶ πολυσύνθετος ὑπόστασις τοῦ Γερμανοῦ Καίσαρος, ἡ ὑπενθυμίζουσα ἄλλας ἐποχάς, παρουσιάζει σήμερον εἰς τὸν κόσμον. bbox=[39, 793, 273, 997]
office-label: ΓΡΑΦΕΙΑ: ΟΔΟΣ ΣΟΦΟΚΛΕΟΥΣ ΑΡΙΘ. bbox=[628, 365, 948, 384]
subheading: Τὸ μενοῦ bbox=[1096, 1322, 1163, 1336]
menu-item: Poisson, hommard cardinal bbox=[1048, 1395, 1211, 1409]
portrait-villaverde bbox=[785, 1151, 963, 1369]
paragraph: Ὁ πρωθυπουργός, ψυχραίμως ἐπεκάθη καὶ μὲ ἀπόσπασιν κίνημα ἀπέσπασε τὸ ἐγχειρίδιον ἐκ τῆς πληγῆς φωνάξας : bbox=[763, 1056, 985, 1118]
portrait-caption: Βιλαβέρδε πρώην πρωθυπουργὸς τῆς Ἱσπανίας bbox=[773, 1379, 975, 1408]
subheading: Πῶς παρεκάθησαν bbox=[1060, 1079, 1198, 1094]
paragraph: Μετὰ τῶν προσκεκλημένων ἐπίσης ἦσαν οἱ κ. κ. Ι. Εὐσεβίου, Πολίτης, Σβέζας, Λάμπρος, Καλεσάκης, Πετρίδης καὶ ἡ Ἀρχιμανδρίτης κ. Καλλίνικος. bbox=[999, 1009, 1260, 1071]
